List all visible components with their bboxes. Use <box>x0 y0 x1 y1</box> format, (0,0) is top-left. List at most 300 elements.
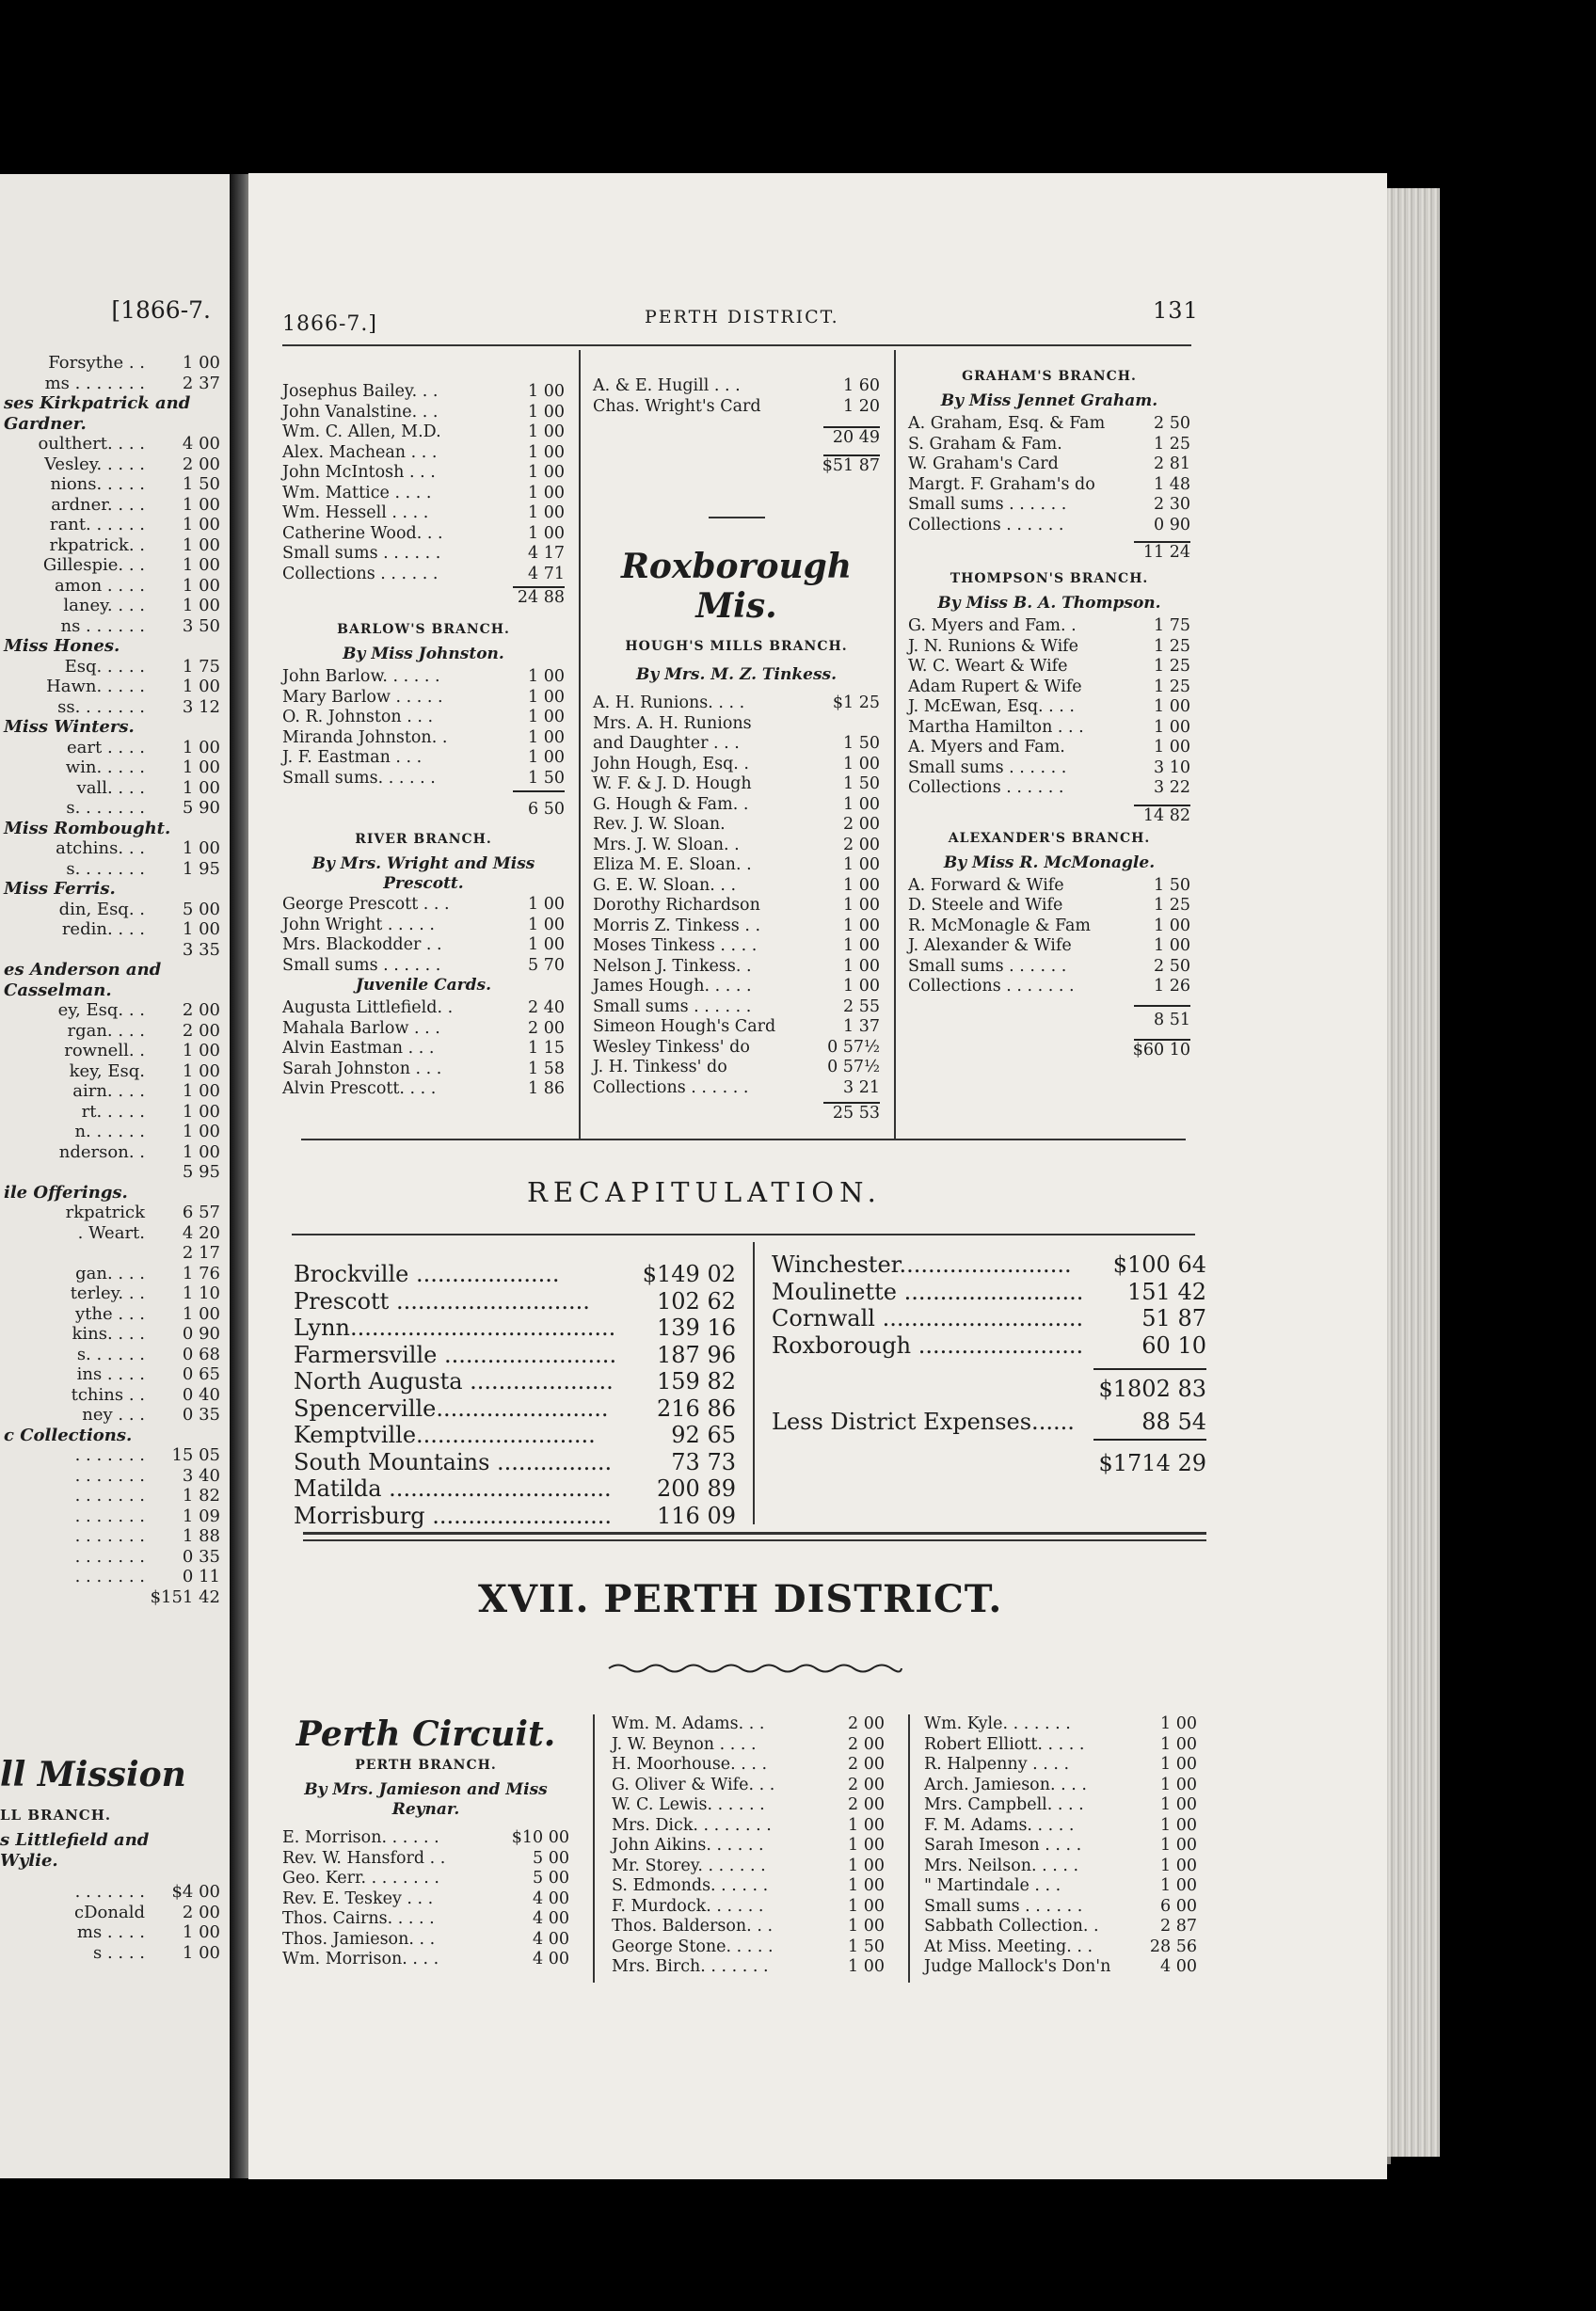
entry-row-amount: 2 81 <box>1154 454 1190 473</box>
juvenile-cards-heading: Juvenile Cards. <box>356 976 491 995</box>
left-entry-amount: 1 00 <box>182 1060 220 1081</box>
entry-row <box>924 1937 1197 1958</box>
thompson-list <box>908 616 1190 799</box>
entry-row-amount: 2 00 <box>843 835 880 854</box>
left-entry-row <box>0 616 230 637</box>
left-entry-name: atchins. . . <box>56 838 145 858</box>
entry-row-amount: 3 22 <box>1154 778 1190 797</box>
entry-row-name: Moses Tinkess . . . . <box>593 936 758 955</box>
recap-less-label: Less District Expenses...... <box>772 1408 1075 1435</box>
entry-row-amount: 1 00 <box>1154 717 1190 737</box>
graham-branch-title: GRAHAM'S BRANCH. <box>962 369 1137 384</box>
left-entry-amount: 1 95 <box>182 858 220 879</box>
recap-row <box>294 1368 736 1395</box>
left-entry-amount: 1 00 <box>182 677 220 696</box>
entry-row-amount: 1 00 <box>1160 1734 1197 1754</box>
entry-row-amount: 2 30 <box>1154 495 1190 514</box>
left-entry-name: rkpatrick. . <box>49 534 145 555</box>
left-entry-name: Hawn. . . . . <box>46 677 145 696</box>
entry-row-name: John Hough, Esq. . <box>593 754 749 773</box>
entry-row <box>282 916 565 936</box>
entry-row <box>593 855 880 876</box>
entry-row <box>282 1849 569 1870</box>
entry-row <box>908 677 1190 698</box>
entry-row-amount: 1 00 <box>1154 738 1190 757</box>
entry-row <box>908 876 1190 897</box>
left-entry-amount: 1 00 <box>182 534 220 555</box>
entry-row-name: Wm. M. Adams. . . <box>612 1714 765 1733</box>
recap-row-amount: 187 96 <box>657 1341 736 1368</box>
left-entry-name: Forsythe . . <box>48 353 145 373</box>
entry-row-name: R. McMonagle & Fam <box>908 916 1092 935</box>
left-entry-name: ney . . . <box>82 1405 145 1425</box>
left-entry-name: n. . . . . . <box>74 1122 145 1141</box>
entry-row-name: Miranda Johnston. . <box>282 727 448 747</box>
left-entry-name: Esq. . . . . <box>64 656 145 677</box>
left-entry-amount: 1 00 <box>182 777 220 798</box>
entry-row <box>908 957 1190 978</box>
recap-row-name: Brockville .................... <box>294 1261 560 1287</box>
entry-row-amount: 1 20 <box>843 396 880 416</box>
left-subheading: Miss Hones. <box>4 636 120 656</box>
entry-row-amount: 1 00 <box>843 794 880 814</box>
left-entry-row <box>0 1264 230 1284</box>
entry-row-amount: 3 10 <box>1154 757 1190 777</box>
left-entry-amount: 1 00 <box>182 1101 220 1122</box>
houghs-mills-total: 25 53 <box>832 1104 880 1123</box>
entry-row <box>924 1795 1197 1816</box>
entry-row <box>908 758 1190 779</box>
entry-row <box>282 935 565 956</box>
entry-row-amount: 1 00 <box>528 442 565 462</box>
entry-row-amount: 4 00 <box>533 1929 569 1949</box>
entry-row-name: O. R. Johnston . . . <box>282 708 434 726</box>
left-entry-row <box>0 1426 230 1446</box>
left-entry-amount: 1 00 <box>182 1141 220 1162</box>
left-entry-amount: 3 35 <box>182 939 220 960</box>
rule <box>513 790 565 792</box>
entry-row <box>612 1917 885 1937</box>
entry-row-name: Mrs. Dick. . . . . . . . <box>612 1815 772 1835</box>
entry-row-name: John McIntosh . . . <box>282 463 436 482</box>
entry-row <box>282 1889 569 1910</box>
left-entry-amount: 15 05 <box>171 1445 220 1465</box>
entry-row-amount: 1 00 <box>528 382 565 401</box>
recap-column-divider <box>753 1242 755 1524</box>
perth-col1-list <box>282 1828 569 1970</box>
left-entry-row <box>0 919 230 940</box>
left-subheading: Miss Winters. <box>4 717 135 737</box>
left-entry-name: din, Esq. . <box>58 899 145 919</box>
perth-column-divider-1 <box>593 1714 595 1983</box>
recap-row-name: Prescott ........................... <box>294 1287 590 1315</box>
entry-row-name: A. Forward & Wife <box>908 875 1064 895</box>
entry-row <box>282 1019 565 1040</box>
left-entry-row <box>0 697 230 718</box>
entry-row-amount: 1 00 <box>528 708 565 726</box>
entry-row-amount: 4 17 <box>528 544 565 563</box>
col1-list <box>282 382 565 584</box>
entry-row-amount: 0 57½ <box>827 1037 880 1057</box>
entry-row <box>593 734 880 755</box>
entry-row <box>924 1876 1197 1897</box>
entry-row <box>908 435 1190 455</box>
barlow-total: 6 50 <box>528 800 565 819</box>
entry-row-name: Chas. Wright's Card <box>593 396 761 416</box>
entry-row <box>924 1917 1197 1937</box>
left-entry-row <box>0 576 230 597</box>
entry-row <box>282 998 565 1019</box>
left-entry-name: s. . . . . . . <box>66 858 145 879</box>
entry-row <box>593 1078 880 1099</box>
left-entry-name: . . . . . . . <box>74 1882 145 1902</box>
recap-row <box>294 1315 736 1342</box>
left-entry-name: redin. . . . <box>61 919 145 939</box>
alexander-branch-title: ALEXANDER'S BRANCH. <box>948 830 1151 846</box>
left-entry-row <box>0 1102 230 1123</box>
entry-row-name: Small sums . . . . . . <box>282 955 441 975</box>
entry-row-name: Small sums. . . . . . <box>282 768 436 788</box>
recap-row-name: Kemptville......................... <box>294 1422 596 1448</box>
entry-row-name: W. Graham's Card <box>908 454 1059 473</box>
left-entry-row <box>0 596 230 616</box>
entry-row-amount: 4 00 <box>533 1889 569 1908</box>
entry-row-name: J. H. Tinkess' do <box>593 1058 727 1076</box>
entry-row-amount: 1 00 <box>528 667 565 686</box>
rule <box>1134 1005 1190 1007</box>
entry-row-name: Small sums . . . . . . <box>908 956 1067 976</box>
left-entry-name: rgan. . . . <box>67 1020 145 1041</box>
recap-total-row <box>772 1450 1206 1477</box>
entry-row-name: Mrs. J. W. Sloan. . <box>593 835 740 854</box>
recap-row-name: Morrisburg ......................... <box>294 1502 612 1529</box>
entry-row <box>908 637 1190 658</box>
recap-row-amount: 139 16 <box>657 1315 736 1341</box>
entry-row-amount: 5 00 <box>533 1848 569 1868</box>
entry-row-name: G. Hough & Fam. . <box>593 794 749 814</box>
left-entry-name: terley. . . <box>70 1283 145 1303</box>
running-head-date: 1866-7.] <box>282 312 377 336</box>
recap-subtotal-row <box>772 1376 1206 1403</box>
left-entry-name: . . . . . . . <box>74 1445 145 1465</box>
recap-row-name: North Augusta .................... <box>294 1368 614 1395</box>
entry-row <box>924 1735 1197 1756</box>
left-entry-row <box>0 434 230 454</box>
left-entry-name: . . . . . . . <box>74 1546 145 1567</box>
entry-row-amount: 2 40 <box>528 998 565 1017</box>
recap-top-rule <box>292 1234 1195 1235</box>
entry-row <box>908 738 1190 758</box>
entry-row <box>282 1039 565 1060</box>
recap-row-amount: $149 02 <box>642 1261 736 1287</box>
alexander-total: 8 51 <box>1154 1010 1190 1029</box>
rule <box>1093 1439 1206 1441</box>
entry-row-name: At Miss. Meeting. . . <box>924 1936 1093 1956</box>
entry-row-amount: 1 00 <box>528 915 565 934</box>
entry-row <box>593 876 880 897</box>
rule <box>1093 1368 1206 1370</box>
entry-row <box>282 1930 569 1951</box>
left-entry-amount: 0 90 <box>182 1324 220 1344</box>
column-1 <box>282 382 565 1100</box>
left-entry-amount: 5 00 <box>182 899 220 919</box>
left-entry-amount: 1 00 <box>182 1041 220 1060</box>
entry-row-amount: 1 00 <box>528 503 565 522</box>
entry-row-amount: 1 00 <box>528 935 565 954</box>
entry-row-amount: 1 00 <box>843 977 880 996</box>
entry-row-amount: 1 00 <box>1160 1815 1197 1835</box>
perth-col3-list <box>924 1714 1197 1978</box>
entry-row <box>908 697 1190 718</box>
entry-row-name: Thos. Balderson. . . <box>612 1917 774 1936</box>
entry-row-name: Small sums . . . . . . <box>924 1896 1083 1916</box>
left-entry-row <box>0 1922 230 1943</box>
entry-row-name: John Barlow. . . . . . <box>282 667 440 686</box>
entry-row-amount: 1 00 <box>528 483 565 502</box>
entry-row-name: Mrs. Blackodder . . <box>282 935 442 954</box>
recap-row-amount: 73 73 <box>671 1448 736 1475</box>
left-entry-name: . . . . . . . <box>74 1465 145 1486</box>
entry-row <box>282 708 565 728</box>
recap-row-name: Moulinette ......................... <box>772 1278 1084 1305</box>
left-entry-row <box>0 1882 230 1903</box>
entry-row <box>282 748 565 769</box>
entry-row-name: Collections . . . . . . <box>908 778 1064 797</box>
left-entry-name: . . . . . . . <box>74 1567 145 1586</box>
left-entry-name: ms . . . . <box>76 1922 145 1942</box>
entry-row-name: S. Edmonds. . . . . . <box>612 1876 769 1895</box>
entry-row-amount: 0 90 <box>1154 515 1190 534</box>
entry-row-amount: 1 00 <box>843 875 880 895</box>
left-page-fragment <box>0 174 230 2178</box>
left-entry-amount: 0 11 <box>182 1567 220 1586</box>
entry-row-name: Robert Elliott. . . . . <box>924 1734 1085 1754</box>
entry-row <box>924 1857 1197 1877</box>
left-entry-name: Gillespie. . . <box>42 555 145 575</box>
entry-row-name: W. C. Lewis. . . . . . <box>612 1795 765 1814</box>
entry-row-amount: 1 00 <box>848 1896 885 1916</box>
entry-row <box>593 896 880 916</box>
entry-row <box>282 728 565 749</box>
entry-row <box>908 657 1190 677</box>
left-entry-name: ms . . . . . . . <box>44 373 145 393</box>
entry-row-amount: 2 00 <box>528 1018 565 1038</box>
graham-list <box>908 414 1190 535</box>
entry-row-amount: 1 00 <box>528 748 565 767</box>
entry-row <box>908 516 1190 536</box>
left-entry-name: tchins . . <box>71 1384 145 1405</box>
entry-row-name: A. Myers and Fam. <box>908 738 1065 757</box>
entry-row <box>282 443 565 464</box>
entry-row <box>612 1735 885 1756</box>
header-rule <box>282 344 1191 346</box>
alexander-by-line: By Miss R. McMonagle. <box>943 853 1156 872</box>
left-entry-row <box>0 1304 230 1325</box>
entry-row-amount: 1 25 <box>1154 896 1190 915</box>
left-entry-amount: 1 00 <box>182 919 220 939</box>
entry-row-amount: 2 00 <box>848 1755 885 1774</box>
entry-row-amount: $10 00 <box>511 1828 569 1847</box>
left-entry-name: ythe . . . <box>75 1303 145 1324</box>
left-entry-amount: 0 68 <box>182 1344 220 1364</box>
entry-row-name: Eliza M. E. Sloan. . <box>593 855 752 874</box>
entry-row <box>282 524 565 545</box>
recap-row-amount: 200 89 <box>657 1475 736 1502</box>
roxborough-mission-title: Roxborough Mis. <box>620 547 853 626</box>
book-page-edges <box>1387 188 1440 2157</box>
left-entry-name: oulthert. . . . <box>38 434 145 454</box>
left-entry-row <box>0 1162 230 1183</box>
recap-less-row <box>772 1409 1206 1436</box>
left-entry-amount: 1 00 <box>182 1922 220 1942</box>
entry-row-name: J. McEwan, Esq. . . . <box>908 697 1075 716</box>
entry-row-name: Small sums . . . . . . <box>908 757 1067 777</box>
left-entry-row <box>0 1243 230 1264</box>
entry-row <box>593 997 880 1018</box>
entry-row <box>908 896 1190 916</box>
entry-row <box>593 693 880 714</box>
river-list <box>282 895 565 976</box>
entry-row-amount: 1 50 <box>843 734 880 753</box>
entry-row-amount: 1 00 <box>528 727 565 747</box>
entry-row <box>593 957 880 978</box>
entry-row-amount: 4 00 <box>1160 1957 1197 1976</box>
left-entry-name: kins. . . . <box>72 1324 145 1344</box>
recap-row <box>294 1422 736 1449</box>
entry-row <box>282 422 565 443</box>
left-entry-row <box>0 1385 230 1406</box>
recap-row-amount: 151 42 <box>1127 1278 1206 1305</box>
entry-row-name: R. Halpenny . . . . <box>924 1755 1070 1774</box>
entry-row-amount: 4 00 <box>533 1950 569 1968</box>
river-by-line-2: Prescott. <box>383 874 464 893</box>
entry-row-name: Collections . . . . . . <box>282 564 439 583</box>
barlow-list <box>282 667 565 789</box>
entry-row <box>282 688 565 709</box>
entry-row-amount: 2 55 <box>843 996 880 1016</box>
perth-by-line-2: Reynar. <box>391 1800 460 1819</box>
entry-row-name: H. Moorhouse. . . . <box>612 1755 768 1774</box>
entry-row <box>593 1058 880 1078</box>
entry-row-amount: 4 00 <box>533 1909 569 1928</box>
recap-row-amount: $100 64 <box>1112 1251 1206 1278</box>
left-entry-name: win. . . . . <box>65 757 145 777</box>
entry-row-name: Wm. Morrison. . . . <box>282 1950 439 1968</box>
left-entry-row <box>0 757 230 778</box>
entry-row <box>908 936 1190 957</box>
left-entry-row <box>0 515 230 535</box>
left-entry-name: rkpatrick <box>65 1203 145 1222</box>
recap-row-amount: 60 10 <box>1141 1331 1206 1359</box>
entry-row-amount: 1 00 <box>843 956 880 976</box>
entry-row-amount: 1 00 <box>848 1836 885 1855</box>
entry-row <box>282 544 565 565</box>
recap-row <box>772 1332 1206 1360</box>
alexander-list <box>908 876 1190 997</box>
left-entry-amount: 5 95 <box>182 1162 220 1182</box>
left-entry-amount: 1 00 <box>182 1081 220 1101</box>
left-entry-row <box>0 1183 230 1203</box>
left-entry-name: s. . . . . . . <box>66 798 145 818</box>
entry-row-name: George Prescott . . . <box>282 895 450 914</box>
entry-row-name: A. H. Runions. . . . <box>593 693 745 712</box>
entry-row <box>612 1897 885 1918</box>
left-entry-amount: 1 00 <box>182 575 220 596</box>
entry-row-amount: 1 00 <box>1160 1775 1197 1794</box>
recap-row-name: Matilda ............................... <box>294 1475 612 1502</box>
left-entry-row <box>0 1061 230 1082</box>
left-entry-amount: 1 00 <box>182 596 220 615</box>
left-entry-amount: 1 10 <box>182 1283 220 1303</box>
left-entry-row <box>0 1081 230 1102</box>
left-entry-amount: 0 35 <box>182 1405 220 1425</box>
left-entry-name: ardner. . . . <box>51 494 145 515</box>
entry-row-amount: 1 00 <box>528 895 565 914</box>
entry-row-name: Wm. Mattice . . . . <box>282 483 432 502</box>
recap-less-value: 88 54 <box>1141 1408 1206 1435</box>
entry-row-amount: 2 00 <box>848 1714 885 1733</box>
left-entry-row <box>0 677 230 697</box>
recap-row <box>772 1279 1206 1306</box>
col2-total: $51 87 <box>822 456 880 475</box>
recap-left-list <box>294 1261 736 1529</box>
entry-row-name: Morris Z. Tinkess . . <box>593 916 761 935</box>
col1-total: 24 88 <box>517 588 565 607</box>
left-entry-row <box>0 1547 230 1568</box>
left-entry-name: s. . . . . . <box>76 1344 145 1364</box>
entry-row-name: Rev. W. Hansford . . <box>282 1848 446 1868</box>
left-entry-name: ins . . . . <box>76 1364 145 1384</box>
left-entry-amount: 1 00 <box>182 515 220 534</box>
entry-row <box>282 1869 569 1889</box>
left-entry-amount: 2 00 <box>182 1000 220 1020</box>
entry-row-name: Nelson J. Tinkess. . <box>593 956 752 976</box>
entry-row-amount: 1 00 <box>1160 1876 1197 1895</box>
entry-row-amount: 1 00 <box>1154 697 1190 716</box>
entry-row <box>612 1836 885 1857</box>
left-entry-amount: 3 12 <box>182 696 220 717</box>
entry-row-amount: 1 00 <box>1160 1714 1197 1733</box>
entry-row <box>282 1909 569 1930</box>
entry-row-amount: 1 00 <box>843 896 880 915</box>
left-entry-row <box>0 495 230 516</box>
wavy-ornament <box>607 1660 903 1677</box>
entry-row <box>282 769 565 789</box>
entry-row-amount: 1 00 <box>848 1917 885 1936</box>
left-entry-amount: 1 50 <box>182 474 220 494</box>
recap-row <box>772 1251 1206 1279</box>
entry-row-name: Wm. Kyle. . . . . . . <box>924 1714 1071 1733</box>
perth-by-line-1: By Mrs. Jamieson and Miss <box>304 1780 548 1799</box>
graham-total: 11 24 <box>1142 543 1190 562</box>
left-entry-row <box>0 1506 230 1527</box>
entry-row-name: Mary Barlow . . . . . <box>282 687 443 707</box>
entry-row-name: John Wright . . . . . <box>282 915 435 934</box>
entry-row-name: Wm. Hessell . . . . <box>282 503 429 522</box>
left-entry-name: s . . . . <box>92 1942 145 1963</box>
entry-row-name: A. & E. Hugill . . . <box>593 376 741 395</box>
entry-row-name: Dorothy Richardson <box>593 896 760 915</box>
entry-row-amount: 5 70 <box>528 955 565 975</box>
entry-row-amount: 1 00 <box>1160 1795 1197 1814</box>
left-subheading: Casselman. <box>4 980 112 1000</box>
left-entry-amount: 3 50 <box>182 615 220 636</box>
entry-row-amount: 1 60 <box>843 376 880 395</box>
entry-row-name: Sabbath Collection. . <box>924 1917 1099 1936</box>
left-entry-row <box>0 636 230 657</box>
left-entry-name: rownell. . <box>64 1041 145 1060</box>
left-entry-row <box>0 1486 230 1506</box>
